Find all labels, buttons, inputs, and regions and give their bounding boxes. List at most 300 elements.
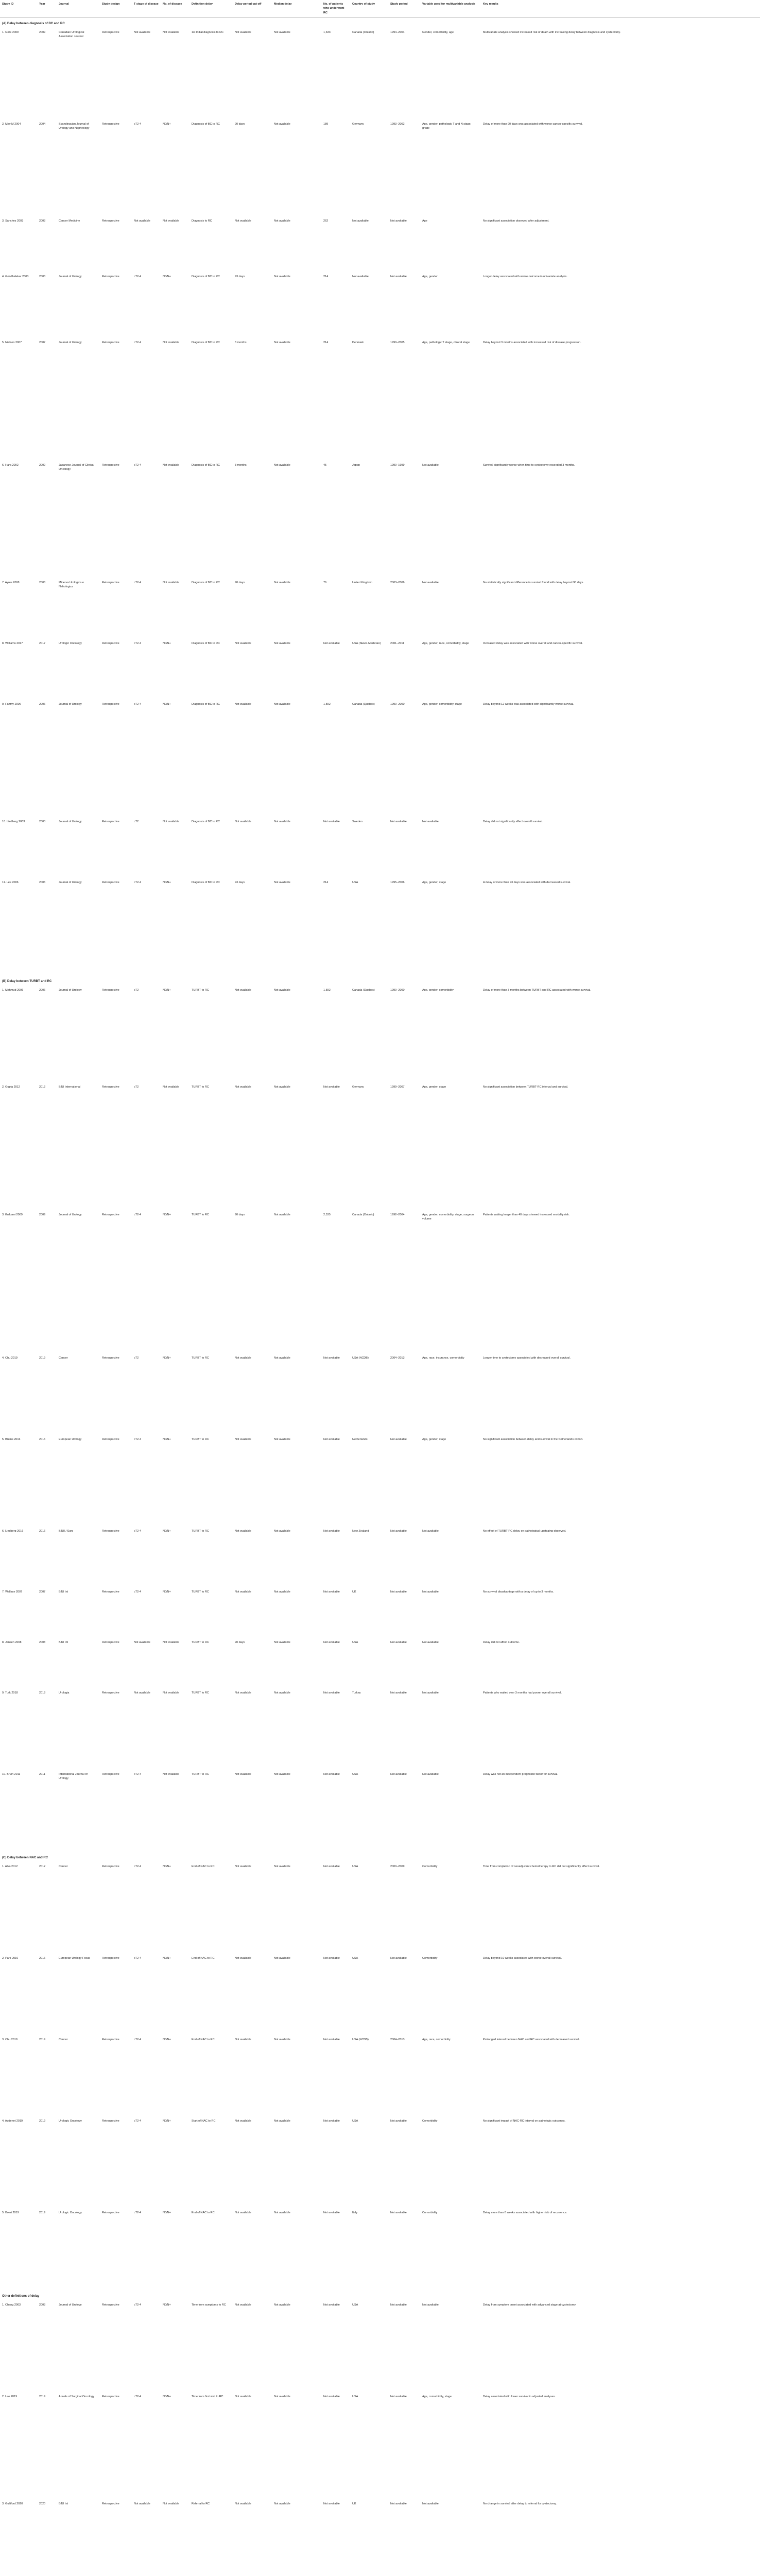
table-cell: Not available bbox=[422, 2502, 439, 2505]
table-row bbox=[0, 2117, 760, 2209]
table-cell: Not available bbox=[235, 1529, 251, 1533]
table-cell: No change in survival after delay to referral for cystectomy. bbox=[483, 2502, 557, 2505]
header-cell: Study period bbox=[388, 0, 420, 17]
table-cell: Diagnosis of BC to RC bbox=[192, 641, 220, 645]
table-cell: Minerva Urologica e Nefrologica bbox=[59, 581, 84, 588]
table-cell: 2016 bbox=[39, 1956, 46, 1960]
table-cell: 2019 bbox=[39, 1356, 46, 1360]
table-cell: Not available bbox=[235, 2119, 251, 2123]
table-cell: Not available bbox=[235, 2038, 251, 2041]
table-cell: Not available bbox=[235, 2303, 251, 2307]
table-cell: N0/N+ bbox=[163, 1590, 171, 1594]
table-cell: N0/N+ bbox=[163, 988, 171, 992]
table-cell: Journal of Urology bbox=[59, 275, 82, 278]
table-cell: N0/N+ bbox=[163, 275, 171, 278]
table-row bbox=[0, 818, 760, 878]
table-cell: Denmark bbox=[352, 341, 364, 344]
table-cell: cT2-4 bbox=[134, 275, 142, 278]
table-cell: Not available bbox=[390, 1772, 407, 1776]
table-cell: Diagnosis of BC to RC bbox=[192, 880, 220, 884]
table-cell: Retrospective bbox=[102, 641, 119, 645]
table-cell: Delay did not significantly affect overall survival. bbox=[483, 820, 543, 823]
table-cell: Not available bbox=[235, 30, 251, 34]
table-cell: N0/N+ bbox=[163, 2119, 171, 2123]
table-cell: Not available bbox=[390, 219, 407, 223]
table-cell: cT2-4 bbox=[134, 463, 142, 467]
table-cell: Not available bbox=[323, 1640, 340, 1644]
table-cell: Turkey bbox=[352, 1691, 361, 1694]
table-cell: Not available bbox=[422, 820, 439, 823]
table-cell: Not available bbox=[235, 988, 251, 992]
table-cell: Not available bbox=[323, 1865, 340, 1868]
table-cell: Retrospective bbox=[102, 1956, 119, 1960]
table-cell: Journal of Urology bbox=[59, 1213, 82, 1216]
table-cell: N0/N+ bbox=[163, 2303, 171, 2307]
table-cell: Netherlands bbox=[352, 1437, 368, 1441]
table-cell: 8. Williams 2017 bbox=[2, 641, 23, 645]
table-cell: Retrospective bbox=[102, 2303, 119, 2307]
table-cell: Not available bbox=[274, 2395, 290, 2398]
table-cell: 5. Bruins 2016 bbox=[2, 1437, 21, 1441]
table-cell: USA (NCDB) bbox=[352, 2038, 369, 2041]
table-cell: BJU Int bbox=[59, 2502, 68, 2505]
table-cell: 1990–1999 bbox=[390, 463, 405, 467]
table-cell: Cancer Medicine bbox=[59, 219, 80, 223]
table-cell: 2012 bbox=[39, 1085, 46, 1089]
table-row bbox=[0, 2209, 760, 2290]
table-cell: 2019 bbox=[39, 2038, 46, 2041]
table-cell: N0/N+ bbox=[163, 1865, 171, 1868]
table-cell: Journal of Urology bbox=[59, 2303, 82, 2307]
table-cell: Sweden bbox=[352, 820, 362, 823]
table-cell: cT2-4 bbox=[134, 581, 142, 584]
table-cell: 10. Liedberg 2003 bbox=[2, 820, 25, 823]
table-cell: 7. Wallace 2007 bbox=[2, 1590, 23, 1594]
table-cell: 2020 bbox=[39, 2502, 46, 2505]
table-cell: cT2-4 bbox=[134, 1865, 142, 1868]
table-cell: 3. Chu 2019 bbox=[2, 2038, 18, 2041]
table-cell: Age, comorbidity, stage bbox=[422, 2395, 452, 2398]
table-row bbox=[0, 1638, 760, 1689]
table-cell: Not available bbox=[274, 581, 290, 584]
table-cell: Not available bbox=[235, 1772, 251, 1776]
table-cell: Age, gender bbox=[422, 275, 438, 278]
section-header-row bbox=[0, 975, 760, 986]
table-row bbox=[0, 1770, 760, 1852]
table-row bbox=[0, 700, 760, 818]
table-cell: cT2-4 bbox=[134, 1956, 142, 1960]
table-cell: Comorbidity bbox=[422, 1865, 438, 1868]
table-cell: 3. Gulliford 2020 bbox=[2, 2502, 23, 2505]
table-cell: cT2 bbox=[134, 988, 139, 992]
table-cell: Not available bbox=[235, 2502, 251, 2505]
table-row bbox=[0, 1211, 760, 1354]
table-cell: Not available bbox=[274, 2303, 290, 2307]
header-cell: Country of study bbox=[350, 0, 388, 17]
table-cell: Not available bbox=[390, 1437, 407, 1441]
table-cell: Not available bbox=[235, 1356, 251, 1360]
table-cell: Age, gender, comorbidity, stage bbox=[422, 702, 462, 706]
table-cell: Retrospective bbox=[102, 988, 119, 992]
table-cell: 1,592 bbox=[323, 988, 331, 992]
table-cell: Not available bbox=[323, 1529, 340, 1533]
table-cell: Increased delay was associated with worse overall and cancer-specific survival. bbox=[483, 641, 583, 645]
table-cell: 2009 bbox=[39, 1213, 46, 1216]
table-cell: Journal of Urology bbox=[59, 702, 82, 706]
table-cell: 1990–2000 bbox=[390, 988, 405, 992]
table-cell: Age, gender, comorbidity, stage, surgeon volume bbox=[422, 1213, 474, 1221]
table-cell: UK bbox=[352, 1590, 356, 1594]
table-cell: Not available bbox=[390, 2303, 407, 2307]
table-cell: No significant association between delay and survival in the Netherlands cohort. bbox=[483, 1437, 583, 1441]
table-cell: Urologia bbox=[59, 1691, 70, 1694]
table-cell: Time from first visit to RC bbox=[192, 2395, 223, 2398]
table-cell: Delay of more than 90 days was associated with worse cancer-specific survival. bbox=[483, 122, 583, 126]
table-cell: Not available bbox=[163, 1640, 179, 1644]
table-cell: 1. Gore 2009 bbox=[2, 30, 19, 34]
table-row bbox=[0, 2393, 760, 2500]
table-cell: 2012 bbox=[39, 1865, 46, 1868]
table-cell: Retrospective bbox=[102, 1691, 119, 1694]
table-cell: Gender, comorbidity, age bbox=[422, 30, 454, 34]
table-cell: 9. Turk 2018 bbox=[2, 1691, 18, 1694]
table-cell: 5. Boeri 2019 bbox=[2, 2211, 19, 2214]
table-cell: cT2-4 bbox=[134, 122, 142, 126]
table-cell: Delay beyond 12 weeks was associated with significantly worse survival. bbox=[483, 702, 574, 706]
table-cell: 1994–2004 bbox=[390, 30, 405, 34]
table-cell: Not available bbox=[274, 1956, 290, 1960]
table-cell: 3 months bbox=[235, 341, 247, 344]
table-cell: cT2-4 bbox=[134, 2211, 142, 2214]
table-cell: Not available bbox=[235, 219, 251, 223]
table-cell: TURBT to RC bbox=[192, 1529, 209, 1533]
table-cell: N0/N+ bbox=[163, 2038, 171, 2041]
table-cell: Not available bbox=[274, 1213, 290, 1216]
table-cell: End of NAC to RC bbox=[192, 1956, 215, 1960]
table-cell: Age, gender, stage bbox=[422, 1085, 446, 1089]
table-cell: Not available bbox=[323, 1691, 340, 1694]
table-cell: No survival disadvantage with a delay of up to 3 months. bbox=[483, 1590, 554, 1594]
table-cell: 2011 bbox=[39, 1772, 45, 1776]
table-cell: Diagnosis of BC to RC bbox=[192, 820, 220, 823]
table-row bbox=[0, 1862, 760, 1954]
table-cell: Not available bbox=[390, 2119, 407, 2123]
table-cell: 3. Sánchez 2003 bbox=[2, 219, 24, 223]
table-cell: Not available bbox=[274, 702, 290, 706]
table-cell: No significant association observed after adjustment. bbox=[483, 219, 549, 223]
section-title: Other definitions of delay bbox=[2, 2294, 40, 2298]
table-cell: 8. Jansen 2008 bbox=[2, 1640, 22, 1644]
table-cell: Delay more than 8 weeks associated with higher risk of recurrence. bbox=[483, 2211, 567, 2214]
table-cell: 2009 bbox=[39, 30, 46, 34]
table-cell: USA (SEER-Medicare) bbox=[352, 641, 381, 645]
table-cell: Not available bbox=[134, 1640, 150, 1644]
table-cell: Retrospective bbox=[102, 2211, 119, 2214]
section-title: (C) Delay between NAC and RC bbox=[2, 1856, 48, 1859]
table-cell: Age, gender, stage bbox=[422, 1437, 446, 1441]
table-cell: Patients who waited over 3 months had poorer overall survival. bbox=[483, 1691, 562, 1694]
table-cell: N0/N+ bbox=[163, 2395, 171, 2398]
table-cell: 2006 bbox=[39, 988, 46, 992]
table-cell: cT2-4 bbox=[134, 1529, 142, 1533]
table-cell: Not available bbox=[163, 341, 179, 344]
table-cell: N0/N+ bbox=[163, 1437, 171, 1441]
table-cell: N0/N+ bbox=[163, 641, 171, 645]
table-cell: Retrospective bbox=[102, 702, 119, 706]
table-cell: cT2-4 bbox=[134, 2119, 142, 2123]
table-cell: 93 days bbox=[235, 880, 245, 884]
table-cell: Not available bbox=[422, 581, 439, 584]
table-cell: Age, gender, comorbidity bbox=[422, 988, 454, 992]
table-cell: Cancer bbox=[59, 2038, 68, 2041]
table-cell: Not available bbox=[422, 2303, 439, 2307]
table-cell: 2002 bbox=[39, 463, 46, 467]
table-cell: cT2-4 bbox=[134, 1772, 142, 1776]
table-cell: Not available bbox=[235, 1085, 251, 1089]
table-cell: BJU Int bbox=[59, 1590, 68, 1594]
table-cell: Time from symptoms to RC bbox=[192, 2303, 226, 2307]
table-cell: TURBT to RC bbox=[192, 1590, 209, 1594]
table-cell: Retrospective bbox=[102, 1213, 119, 1216]
table-cell: Not available bbox=[134, 219, 150, 223]
table-cell: N0/N+ bbox=[163, 1356, 171, 1360]
table-cell: International Journal of Urology bbox=[59, 1772, 88, 1780]
table-cell: End of NAC to RC bbox=[192, 2211, 215, 2214]
table-cell: USA (NCDB) bbox=[352, 1356, 369, 1360]
table-cell: Age, gender, stage bbox=[422, 880, 446, 884]
table-cell: N0/N+ bbox=[163, 880, 171, 884]
table-cell: cT2-4 bbox=[134, 2038, 142, 2041]
table-cell: Not available bbox=[323, 641, 340, 645]
table-cell: cT2-4 bbox=[134, 341, 142, 344]
table-cell: Longer delay associated with worse outcome in univariate analysis. bbox=[483, 275, 567, 278]
table-cell: Not available bbox=[235, 1956, 251, 1960]
table-cell: Start of NAC to RC bbox=[192, 2119, 216, 2123]
table-row bbox=[0, 1689, 760, 1770]
table-cell: Canada (Ontario) bbox=[352, 30, 374, 34]
table-cell: Canada (Quebec) bbox=[352, 702, 375, 706]
table-cell: Canadian Urological Association Journal bbox=[59, 30, 84, 38]
table-cell: Not available bbox=[323, 2211, 340, 2214]
table-cell: cT2 bbox=[134, 1085, 139, 1089]
table-cell: Cancer bbox=[59, 1865, 68, 1868]
table-row bbox=[0, 1435, 760, 1527]
table-cell: Retrospective bbox=[102, 1356, 119, 1360]
table-row bbox=[0, 217, 760, 273]
table-cell: 2000–2009 bbox=[390, 1865, 405, 1868]
table-cell: Not available bbox=[163, 2502, 179, 2505]
table-cell: 262 bbox=[323, 219, 329, 223]
table-cell: 93 days bbox=[235, 275, 245, 278]
table-cell: Canada (Quebec) bbox=[352, 988, 375, 992]
table-cell: 7. Ayres 2008 bbox=[2, 581, 20, 584]
table-cell: Cancer bbox=[59, 1356, 68, 1360]
table-cell: Multivariate analysis showed increased risk of death with increasing delay between diagnosis and cystectomy. bbox=[483, 30, 621, 34]
table-cell: cT2-4 bbox=[134, 641, 142, 645]
table-cell: Not available bbox=[163, 1691, 179, 1694]
table-cell: Not available bbox=[274, 341, 290, 344]
table-cell: 2019 bbox=[39, 2119, 46, 2123]
table-cell: cT2-4 bbox=[134, 2395, 142, 2398]
table-cell: Not available bbox=[323, 2303, 340, 2307]
table-cell: 90 days bbox=[235, 1640, 245, 1644]
table-cell: 3. Kulkarni 2009 bbox=[2, 1213, 23, 1216]
table-cell: European Urology Focus bbox=[59, 1956, 90, 1960]
table-cell: Not available bbox=[274, 219, 290, 223]
table-cell: Not available bbox=[235, 2211, 251, 2214]
table-cell: 2008 bbox=[39, 1640, 46, 1644]
table-cell: Patients waiting longer than 40 days showed increased mortality risk. bbox=[483, 1213, 570, 1216]
table-cell: Not available bbox=[274, 122, 290, 126]
table-cell: 90 days bbox=[235, 122, 245, 126]
table-cell: 2006 bbox=[39, 702, 46, 706]
table-cell: 4. Gondhalekar 2003 bbox=[2, 275, 29, 278]
table-cell: UK bbox=[352, 2502, 356, 2505]
table-cell: Urologic Oncology bbox=[59, 641, 82, 645]
table-cell: cT2-4 bbox=[134, 1590, 142, 1594]
table-cell: USA bbox=[352, 880, 358, 884]
table-cell: Not available bbox=[235, 820, 251, 823]
table-cell: Not available bbox=[274, 463, 290, 467]
table-cell: cT2 bbox=[134, 1356, 139, 1360]
table-cell: Not available bbox=[390, 1956, 407, 1960]
table-cell: Journal of Urology bbox=[59, 880, 82, 884]
table-cell: 5. Nielsen 2007 bbox=[2, 341, 22, 344]
table-cell: Not available bbox=[274, 641, 290, 645]
table-cell: 2006 bbox=[39, 880, 46, 884]
header-cell: Delay period cut-off bbox=[233, 0, 272, 17]
table-cell: 4. Audenet 2019 bbox=[2, 2119, 23, 2123]
table-cell: Not available bbox=[323, 1772, 340, 1776]
table-cell: 2004–2013 bbox=[390, 1356, 405, 1360]
table-cell: Not available bbox=[163, 820, 179, 823]
table-cell: Retrospective bbox=[102, 1085, 119, 1089]
table-cell: USA bbox=[352, 2303, 358, 2307]
header-cell: Study ID bbox=[0, 0, 37, 17]
table-cell: A delay of more than 93 days was associated with decreased survival. bbox=[483, 880, 571, 884]
header-cell: No. of disease bbox=[161, 0, 189, 17]
table-cell: Delay beyond 3 months associated with increased risk of disease progression. bbox=[483, 341, 581, 344]
table-cell: N0/N+ bbox=[163, 1529, 171, 1533]
table-cell: 189 bbox=[323, 122, 329, 126]
table-cell: Not available bbox=[323, 1437, 340, 1441]
table-cell: Germany bbox=[352, 122, 364, 126]
table-cell: Not available bbox=[274, 988, 290, 992]
table-cell: Scandinavian Journal of Urology and Nephrology bbox=[59, 122, 90, 130]
table-cell: Diagnosis of BC to RC bbox=[192, 275, 220, 278]
table-cell: Not available bbox=[390, 1691, 407, 1694]
table-cell: 2004 bbox=[39, 122, 46, 126]
table-cell: 2016 bbox=[39, 1529, 46, 1533]
table-cell: Age, race, comorbidity bbox=[422, 2038, 451, 2041]
table-cell: 4. Chu 2019 bbox=[2, 1356, 18, 1360]
table-row bbox=[0, 1527, 760, 1588]
table-cell: TURBT to RC bbox=[192, 1437, 209, 1441]
table-cell: 2018 bbox=[39, 1691, 46, 1694]
table-cell: Retrospective bbox=[102, 1640, 119, 1644]
table-cell: Age, race, insurance, comorbidity bbox=[422, 1356, 464, 1360]
table-cell: Not available bbox=[390, 2395, 407, 2398]
table-cell: Not available bbox=[390, 1529, 407, 1533]
table-cell: Not available bbox=[323, 1590, 340, 1594]
table-cell: Urologic Oncology bbox=[59, 2119, 82, 2123]
table-cell: Age, gender, pathologic T and N stage, grade bbox=[422, 122, 472, 130]
table-cell: USA bbox=[352, 1865, 358, 1868]
table-cell: Diagnosis of BC to RC bbox=[192, 122, 220, 126]
table-cell: 214 bbox=[323, 880, 329, 884]
table-cell: 214 bbox=[323, 341, 329, 344]
table-cell: Not available bbox=[422, 463, 439, 467]
table-cell: BJU Int bbox=[59, 1640, 68, 1644]
table-cell: 2019 bbox=[39, 2211, 46, 2214]
table-body bbox=[0, 17, 760, 2550]
table-cell: 2. Gupta 2012 bbox=[2, 1085, 20, 1089]
table-row bbox=[0, 579, 760, 639]
table-cell: Not available bbox=[274, 880, 290, 884]
table-cell: Not available bbox=[274, 1691, 290, 1694]
table-cell: Journal of Urology bbox=[59, 341, 82, 344]
table-cell: N0/N+ bbox=[163, 2211, 171, 2214]
table-cell: Not available bbox=[163, 1085, 179, 1089]
table-cell: Not available bbox=[274, 1437, 290, 1441]
table-cell: USA bbox=[352, 1772, 358, 1776]
table-cell: 2001–2011 bbox=[390, 641, 405, 645]
table-cell: TURBT to RC bbox=[192, 1085, 209, 1089]
table-cell: Journal of Urology bbox=[59, 988, 82, 992]
table-row bbox=[0, 986, 760, 1083]
table-cell: Diagnosis to RC bbox=[192, 219, 212, 223]
table-cell: 45 bbox=[323, 463, 327, 467]
table-cell: Not available bbox=[235, 1590, 251, 1594]
table-row bbox=[0, 461, 760, 579]
table-cell: Not available bbox=[163, 219, 179, 223]
table-cell: Retrospective bbox=[102, 880, 119, 884]
table-cell: Not available bbox=[390, 275, 407, 278]
table-cell: 2. Lee 2019 bbox=[2, 2395, 18, 2398]
header-cell: Median delay bbox=[272, 0, 321, 17]
table-row bbox=[0, 639, 760, 700]
table-cell: Not available bbox=[422, 1590, 439, 1594]
table-cell: 90 days bbox=[235, 581, 245, 584]
table-cell: Longer time to cystectomy associated with decreased overall survival. bbox=[483, 1356, 571, 1360]
table-cell: Not available bbox=[352, 275, 369, 278]
table-cell: 2003 bbox=[39, 820, 46, 823]
table-cell: cT2-4 bbox=[134, 1437, 142, 1441]
table-cell: 1990–2005 bbox=[390, 341, 405, 344]
table-cell: Not available bbox=[274, 1590, 290, 1594]
table-cell: Not available bbox=[323, 1085, 340, 1089]
table-cell: Not available bbox=[390, 1640, 407, 1644]
table-cell: Comorbidity bbox=[422, 2119, 438, 2123]
table-cell: Delay of more than 3 months between TURBT and RC associated with worse survival. bbox=[483, 988, 591, 992]
table-cell: Italy bbox=[352, 2211, 358, 2214]
table-cell: 2019 bbox=[39, 2395, 46, 2398]
table-cell: 2. Park 2016 bbox=[2, 1956, 19, 1960]
table-cell: cT2-4 bbox=[134, 2303, 142, 2307]
table-cell: 1. Chang 2003 bbox=[2, 2303, 21, 2307]
table-cell: Not available bbox=[163, 463, 179, 467]
table-cell: Not available bbox=[134, 2502, 150, 2505]
table-cell: 1. Alva 2012 bbox=[2, 1865, 18, 1868]
section-header-row bbox=[0, 1852, 760, 1862]
table-cell: Not available bbox=[323, 2119, 340, 2123]
table-cell: Not available bbox=[274, 30, 290, 34]
table-cell: 3 months bbox=[235, 463, 247, 467]
table-cell: No statistically significant difference in survival found with delay beyond 90 days. bbox=[483, 581, 584, 584]
table-cell: Not available bbox=[323, 1356, 340, 1360]
header-cell: Key results bbox=[481, 0, 760, 17]
table-cell: 6. Liedberg 2016 bbox=[2, 1529, 24, 1533]
